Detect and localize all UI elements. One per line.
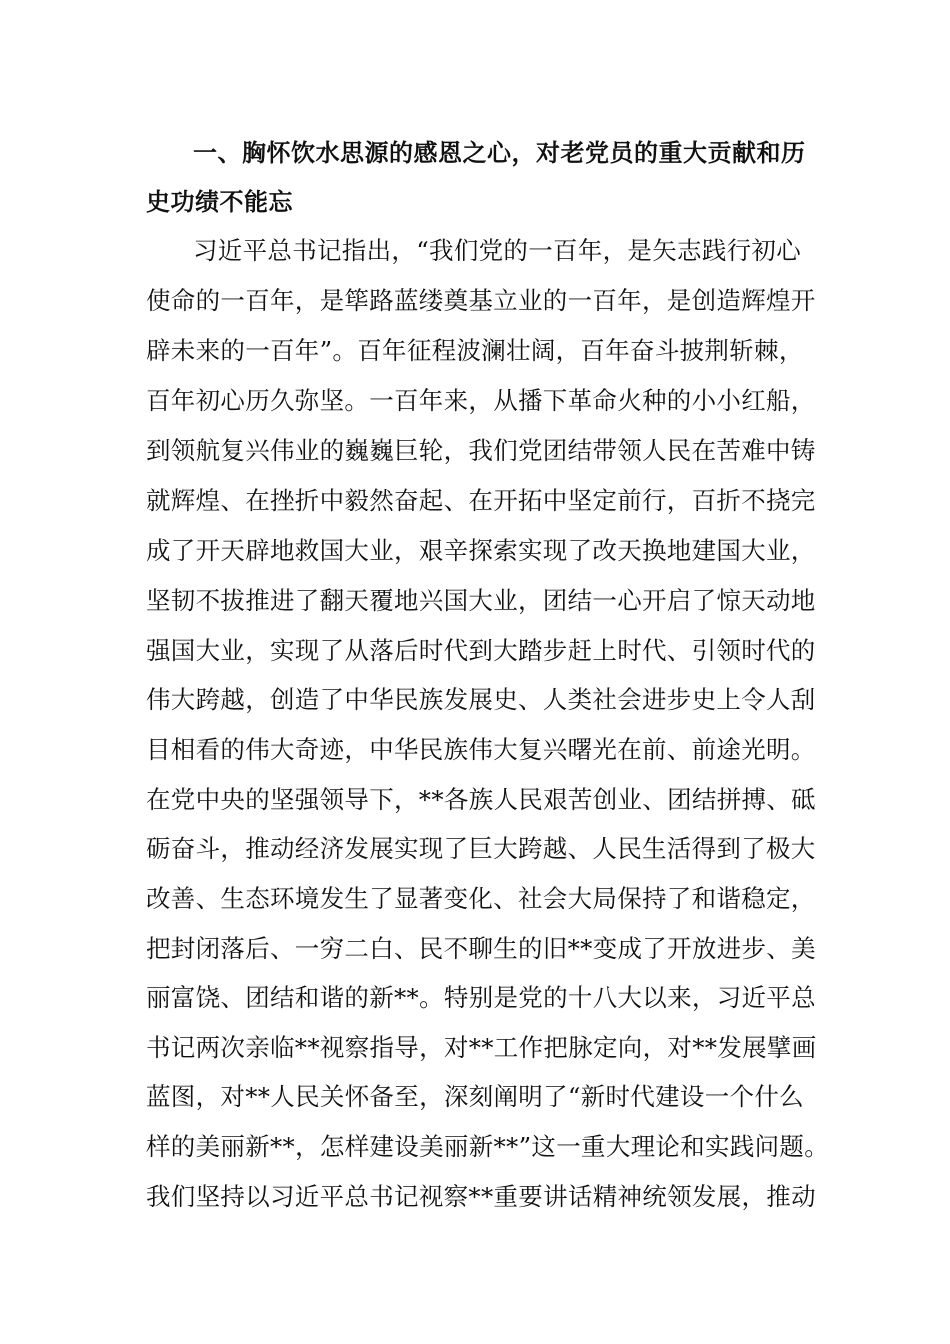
body-line-11: 目相看的伟大奇迹，中华民族伟大复兴曙光在前、前途光明。 — [146, 735, 816, 764]
body-line-4: 百年初心历久弥坚。一百年来，从播下革命火种的小小红船， — [146, 386, 816, 415]
section-heading-line-1: 一、胸怀饮水思源的感恩之心，对老党员的重大贡献和历 — [193, 139, 806, 167]
body-line-13: 砺奋斗，推动经济发展实现了巨大跨越、人民生活得到了极大 — [146, 834, 816, 863]
body-line-8: 坚韧不拔推进了翻天覆地兴国大业，团结一心开启了惊天动地 — [146, 586, 816, 615]
body-line-7: 成了开天辟地救国大业，艰辛探索实现了改天换地建国大业， — [146, 536, 816, 565]
body-line-15: 把封闭落后、一穷二白、民不聊生的旧**变成了开放进步、美 — [146, 934, 816, 963]
section-heading-line-2: 史功绩不能忘 — [146, 188, 293, 216]
body-line-3: 辟未来的一百年”。百年征程波澜壮阔，百年奋斗披荆斩棘， — [146, 336, 804, 365]
body-line-16: 丽富饶、团结和谐的新**。特别是党的十八大以来，习近平总 — [146, 983, 816, 1012]
body-line-18: 蓝图，对**人民关怀备至，深刻阐明了“新时代建设一个什么 — [146, 1082, 804, 1111]
body-line-20: 我们坚持以习近平总书记视察**重要讲话精神统领发展，推动 — [146, 1182, 816, 1211]
body-line-9: 强国大业，实现了从落后时代到大踏步赶上时代、引领时代的 — [146, 636, 816, 665]
body-line-1: 习近平总书记指出，“我们党的一百年，是矢志践行初心 — [193, 236, 802, 265]
body-line-17: 书记两次亲临**视察指导，对**工作把脉定向，对**发展擘画 — [146, 1033, 817, 1062]
body-line-10: 伟大跨越，创造了中华民族发展史、人类社会进步史上令人刮 — [146, 685, 816, 714]
body-line-19: 样的美丽新**，怎样建设美丽新**”这一重大理论和实践问题。 — [146, 1132, 830, 1161]
body-line-12: 在党中央的坚强领导下，**各族人民艰苦创业、团结拼搏、砥 — [146, 785, 816, 814]
body-line-14: 改善、生态环境发生了显著变化、社会大局保持了和谐稳定， — [146, 884, 816, 913]
body-line-5: 到领航复兴伟业的巍巍巨轮，我们党团结带领人民在苦难中铸 — [146, 436, 816, 465]
body-line-6: 就辉煌、在挫折中毅然奋起、在开拓中坚定前行，百折不挠完 — [146, 486, 816, 515]
body-line-2: 使命的一百年，是筚路蓝缕奠基立业的一百年，是创造辉煌开 — [146, 286, 816, 315]
